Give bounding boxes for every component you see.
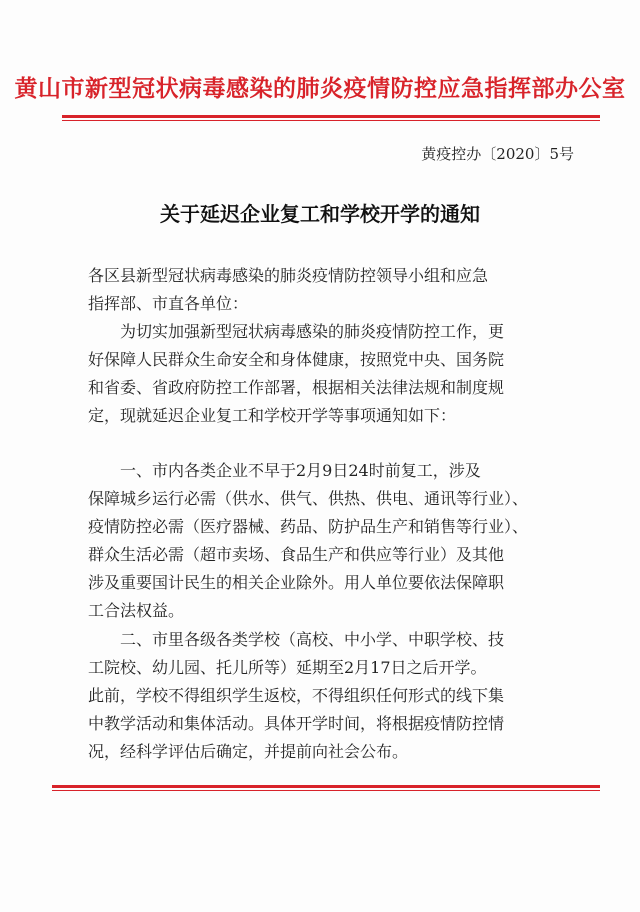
footer-red-rule-thick (52, 785, 600, 788)
paragraph-line: 涉及重要国计民生的相关企业除外。用人单位要依法保障职 (88, 573, 505, 592)
issuing-office-header: 黄山市新型冠状病毒感染的肺炎疫情防控应急指挥部办公室 (14, 75, 626, 102)
intro-paragraph (88, 318, 578, 430)
school-paragraph (88, 626, 578, 766)
enterprise-paragraph (88, 457, 578, 625)
paragraph-line: 保障城乡运行必需（供水、供气、供热、供电、通讯等行业）、 (88, 489, 529, 508)
paragraph-line: 此前，学校不得组织学生返校，不得组织任何形式的线下集 (88, 686, 505, 705)
paragraph-line: 工合法权益。 (88, 601, 185, 620)
paragraph-line: 好保障人民群众生命安全和身体健康，按照党中央、国务院 (88, 350, 505, 369)
paragraph-line: 工院校、幼儿园、托儿所等）延期至2月17日之后开学。 (88, 658, 487, 677)
addressee-line: 各区县新型冠状病毒感染的肺炎疫情防控领导小组和应急 (88, 266, 489, 285)
paragraph-line: 中教学活动和集体活动。具体开学时间，将根据疫情防控情 (88, 714, 505, 733)
footer-red-rule-thin (52, 790, 600, 791)
header-red-rule-thick (62, 115, 600, 118)
paragraph-line: 二、市里各级各类学校（高校、中小学、中职学校、技 (88, 630, 505, 649)
paragraph-line: 况，经科学评估后确定，并提前向社会公布。 (88, 742, 409, 761)
document-number: 黄疫控办〔2020〕5号 (421, 145, 574, 163)
paragraph-line: 一、市内各类企业不早于2月9日24时前复工，涉及 (88, 461, 481, 480)
notice-title: 关于延迟企业复工和学校开学的通知 (160, 202, 480, 226)
paragraph-line: 和省委、省政府防控工作部署，根据相关法律法规和制度规 (88, 378, 505, 397)
paragraph-line: 群众生活必需（超市卖场、食品生产和供应等行业）及其他 (88, 545, 505, 564)
addressee-line: 指挥部、市直各单位： (88, 294, 249, 313)
paragraph-line: 定，现就延迟企业复工和学校开学等事项通知如下： (88, 406, 457, 425)
paragraph-line: 为切实加强新型冠状病毒感染的肺炎疫情防控工作，更 (88, 322, 505, 341)
paragraph-line: 疫情防控必需（医疗器械、药品、防护品生产和销售等行业）、 (88, 517, 529, 536)
header-red-rule-thin (62, 120, 600, 121)
addressee (88, 262, 578, 318)
